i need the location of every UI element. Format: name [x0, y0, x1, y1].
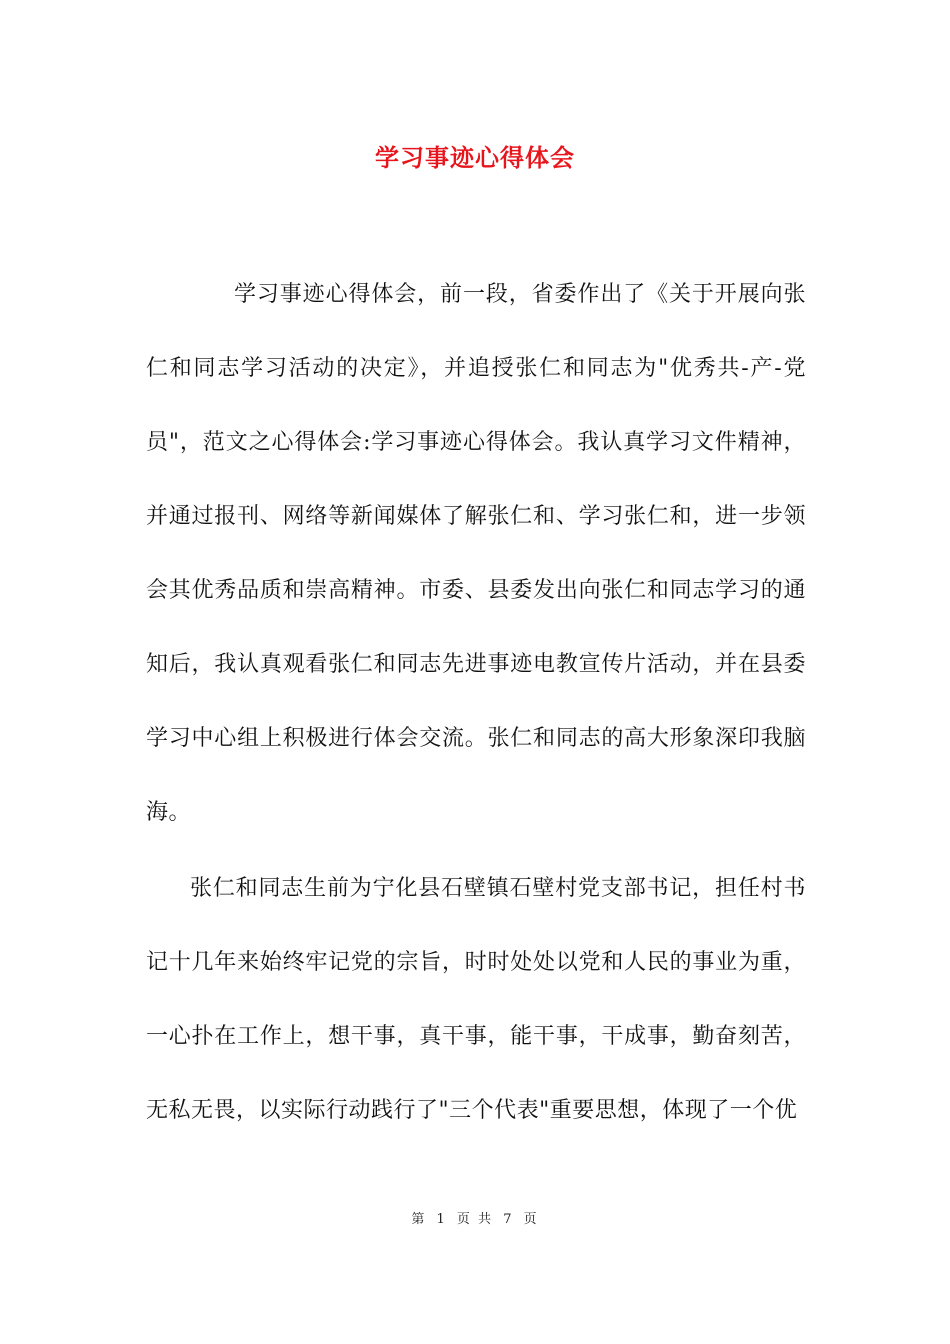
page-footer	[0, 1208, 950, 1227]
page-label-mid: 页 共	[456, 1212, 494, 1227]
document-title: 学习事迹心得体会	[375, 143, 575, 172]
current-page-number: 1	[436, 1212, 447, 1227]
page-label-suffix: 页	[523, 1212, 539, 1227]
paragraph-2: 张仁和同志生前为宁化县石壁镇石壁村党支部书记，担任村书记十几年来始终牢记党的宗旨，时时处处以党和人民的事业为重，一心扑在工作上，想干事，真干事，能干事，干成事，勤奋刻苦，无私无畏，以实际行动践行了"三个代表"重要思想，体现了一个优	[146, 876, 806, 1123]
paragraph-1: 学习事迹心得体会，前一段，省委作出了《关于开展向张仁和同志学习活动的决定》，并追授张仁和同志为"优秀共-产-党员"，范文之心得体会:学习事迹心得体会。我认真学习文件精神，并通过报刊、网络等新闻媒体了解张仁和、学习张仁和，进一步领会其优秀品质和崇高精神。市委、县委发出向张仁和同志学习的通知后，我认真观看张仁和同志先进事迹电教宣传片活动，并在县委学习中心组上积极进行体会交流。张仁和同志的高大形象深印我脑海。	[146, 282, 806, 825]
page-label-prefix: 第	[411, 1212, 427, 1227]
total-pages-number: 7	[503, 1212, 514, 1227]
